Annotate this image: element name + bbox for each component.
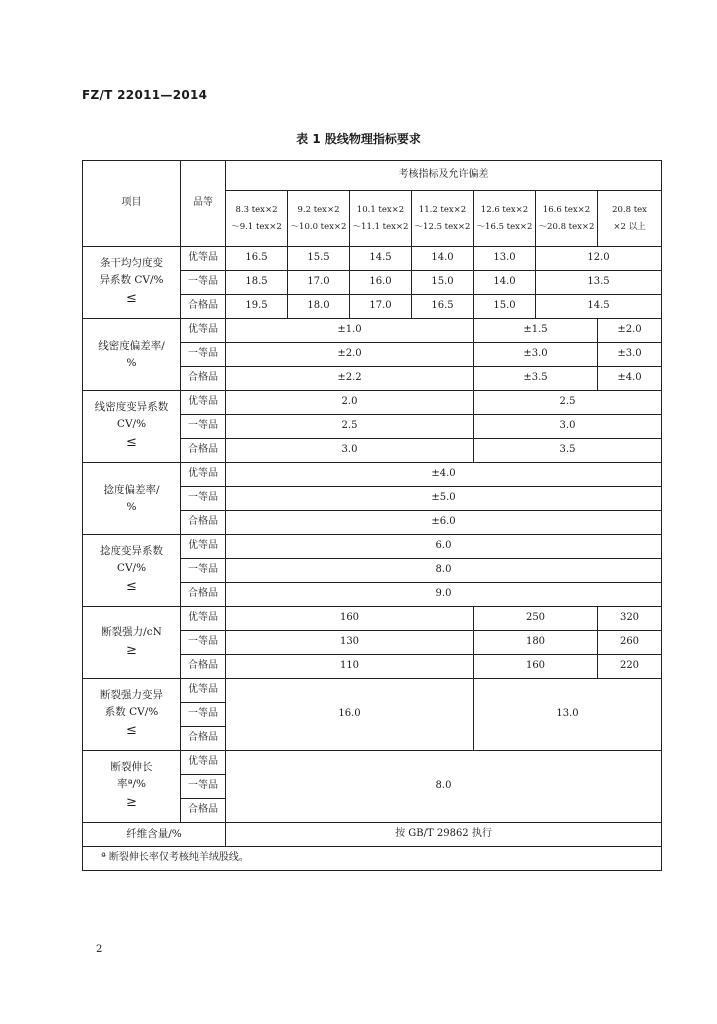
- value-cell: ±4.0: [598, 367, 662, 391]
- spec-header: 8.3 tex×2 ～9.1 tex×2: [226, 191, 288, 247]
- spec-header: 10.1 tex×2 ～11.1 tex×2: [350, 191, 412, 247]
- value-cell: 2.0: [226, 391, 474, 415]
- value-cell: 8.0: [226, 751, 662, 823]
- col-header-grade: 品等: [181, 161, 226, 247]
- value-cell: 16.5: [226, 247, 288, 271]
- item-elongation: 断裂伸长 率ª/% ≥: [83, 751, 181, 823]
- value-cell: 15.0: [412, 271, 474, 295]
- grade-label: 优等品: [181, 391, 226, 415]
- value-cell: 15.0: [474, 295, 536, 319]
- value-cell: 3.5: [474, 439, 662, 463]
- item-twist-cv: 捻度变异系数 CV/% ≤: [83, 535, 181, 607]
- value-cell: ±2.0: [226, 343, 474, 367]
- table-footnote: ª 断裂伸长率仅考核纯羊绒股线。: [83, 847, 662, 871]
- value-cell: 14.0: [412, 247, 474, 271]
- value-cell: ±4.0: [226, 463, 662, 487]
- col-header-item: 项目: [83, 161, 181, 247]
- spec-header: 11.2 tex×2 ～12.5 tex×2: [412, 191, 474, 247]
- grade-label: 一等品: [181, 703, 226, 727]
- grade-label: 一等品: [181, 559, 226, 583]
- page-number: 2: [96, 944, 103, 955]
- spec-header: 20.8 tex ×2 以上: [598, 191, 662, 247]
- grade-label: 优等品: [181, 319, 226, 343]
- value-cell: ±1.0: [226, 319, 474, 343]
- value-cell: 14.0: [474, 271, 536, 295]
- value-cell: 12.0: [536, 247, 662, 271]
- value-cell: 18.5: [226, 271, 288, 295]
- grade-label: 合格品: [181, 295, 226, 319]
- grade-label: 合格品: [181, 799, 226, 823]
- value-cell: ±2.2: [226, 367, 474, 391]
- value-cell: 160: [226, 607, 474, 631]
- grade-label: 一等品: [181, 775, 226, 799]
- value-cell: ±6.0: [226, 511, 662, 535]
- value-cell: ±5.0: [226, 487, 662, 511]
- value-cell: 250: [474, 607, 598, 631]
- item-twist-deviation: 捻度偏差率/ %: [83, 463, 181, 535]
- value-cell: 16.5: [412, 295, 474, 319]
- value-cell: 18.0: [288, 295, 350, 319]
- value-cell: 16.0: [226, 679, 474, 751]
- value-cell: 9.0: [226, 583, 662, 607]
- value-cell: 3.0: [226, 439, 474, 463]
- grade-label: 优等品: [181, 607, 226, 631]
- grade-label: 一等品: [181, 343, 226, 367]
- value-cell: 14.5: [350, 247, 412, 271]
- grade-label: 合格品: [181, 583, 226, 607]
- value-cell: 14.5: [536, 295, 662, 319]
- value-cell: 2.5: [474, 391, 662, 415]
- item-fiber-content: 纤维含量/%: [83, 823, 226, 847]
- grade-label: 一等品: [181, 631, 226, 655]
- grade-label: 一等品: [181, 487, 226, 511]
- value-cell: 320: [598, 607, 662, 631]
- value-cell: ±3.0: [474, 343, 598, 367]
- value-cell: ±2.0: [598, 319, 662, 343]
- group-header: 考核指标及允许偏差: [226, 161, 662, 191]
- value-cell: 8.0: [226, 559, 662, 583]
- value-cell: 110: [226, 655, 474, 679]
- value-cell: 15.5: [288, 247, 350, 271]
- grade-label: 合格品: [181, 439, 226, 463]
- value-cell: 17.0: [288, 271, 350, 295]
- value-cell: 130: [226, 631, 474, 655]
- spec-header: 12.6 tex×2 ～16.5 tex×2: [474, 191, 536, 247]
- grade-label: 合格品: [181, 727, 226, 751]
- item-breaking-strength-cv: 断裂强力变异 系数 CV/% ≤: [83, 679, 181, 751]
- value-cell: 180: [474, 631, 598, 655]
- spec-header: 16.6 tex×2 ～20.8 tex×2: [536, 191, 598, 247]
- value-cell: 160: [474, 655, 598, 679]
- value-cell: 16.0: [350, 271, 412, 295]
- grade-label: 优等品: [181, 679, 226, 703]
- grade-label: 合格品: [181, 367, 226, 391]
- value-cell: 13.0: [474, 679, 662, 751]
- spec-table: [82, 160, 662, 871]
- value-cell: ±3.5: [474, 367, 598, 391]
- grade-label: 优等品: [181, 463, 226, 487]
- value-cell: 19.5: [226, 295, 288, 319]
- value-cell: 2.5: [226, 415, 474, 439]
- item-evenness: 条干均匀度变 异系数 CV/% ≤: [83, 247, 181, 319]
- value-cell: 13.5: [536, 271, 662, 295]
- grade-label: 合格品: [181, 655, 226, 679]
- grade-label: 一等品: [181, 415, 226, 439]
- value-cell: 220: [598, 655, 662, 679]
- grade-label: 优等品: [181, 535, 226, 559]
- value-cell: 260: [598, 631, 662, 655]
- value-cell: ±3.0: [598, 343, 662, 367]
- item-linear-density-deviation: 线密度偏差率/ %: [83, 319, 181, 391]
- item-linear-density-cv: 线密度变异系数 CV/% ≤: [83, 391, 181, 463]
- value-cell: 3.0: [474, 415, 662, 439]
- grade-label: 合格品: [181, 511, 226, 535]
- grade-label: 一等品: [181, 271, 226, 295]
- spec-header: 9.2 tex×2 ～10.0 tex×2: [288, 191, 350, 247]
- item-breaking-strength: 断裂强力/cN ≥: [83, 607, 181, 679]
- standard-code: FZ/T 22011—2014: [82, 88, 208, 102]
- value-cell: 6.0: [226, 535, 662, 559]
- grade-label: 优等品: [181, 751, 226, 775]
- value-cell: ±1.5: [474, 319, 598, 343]
- value-cell: 13.0: [474, 247, 536, 271]
- value-cell: 按 GB/T 29862 执行: [226, 823, 662, 847]
- value-cell: 17.0: [350, 295, 412, 319]
- grade-label: 优等品: [181, 247, 226, 271]
- table-title: 表 1 股线物理指标要求: [296, 132, 421, 146]
